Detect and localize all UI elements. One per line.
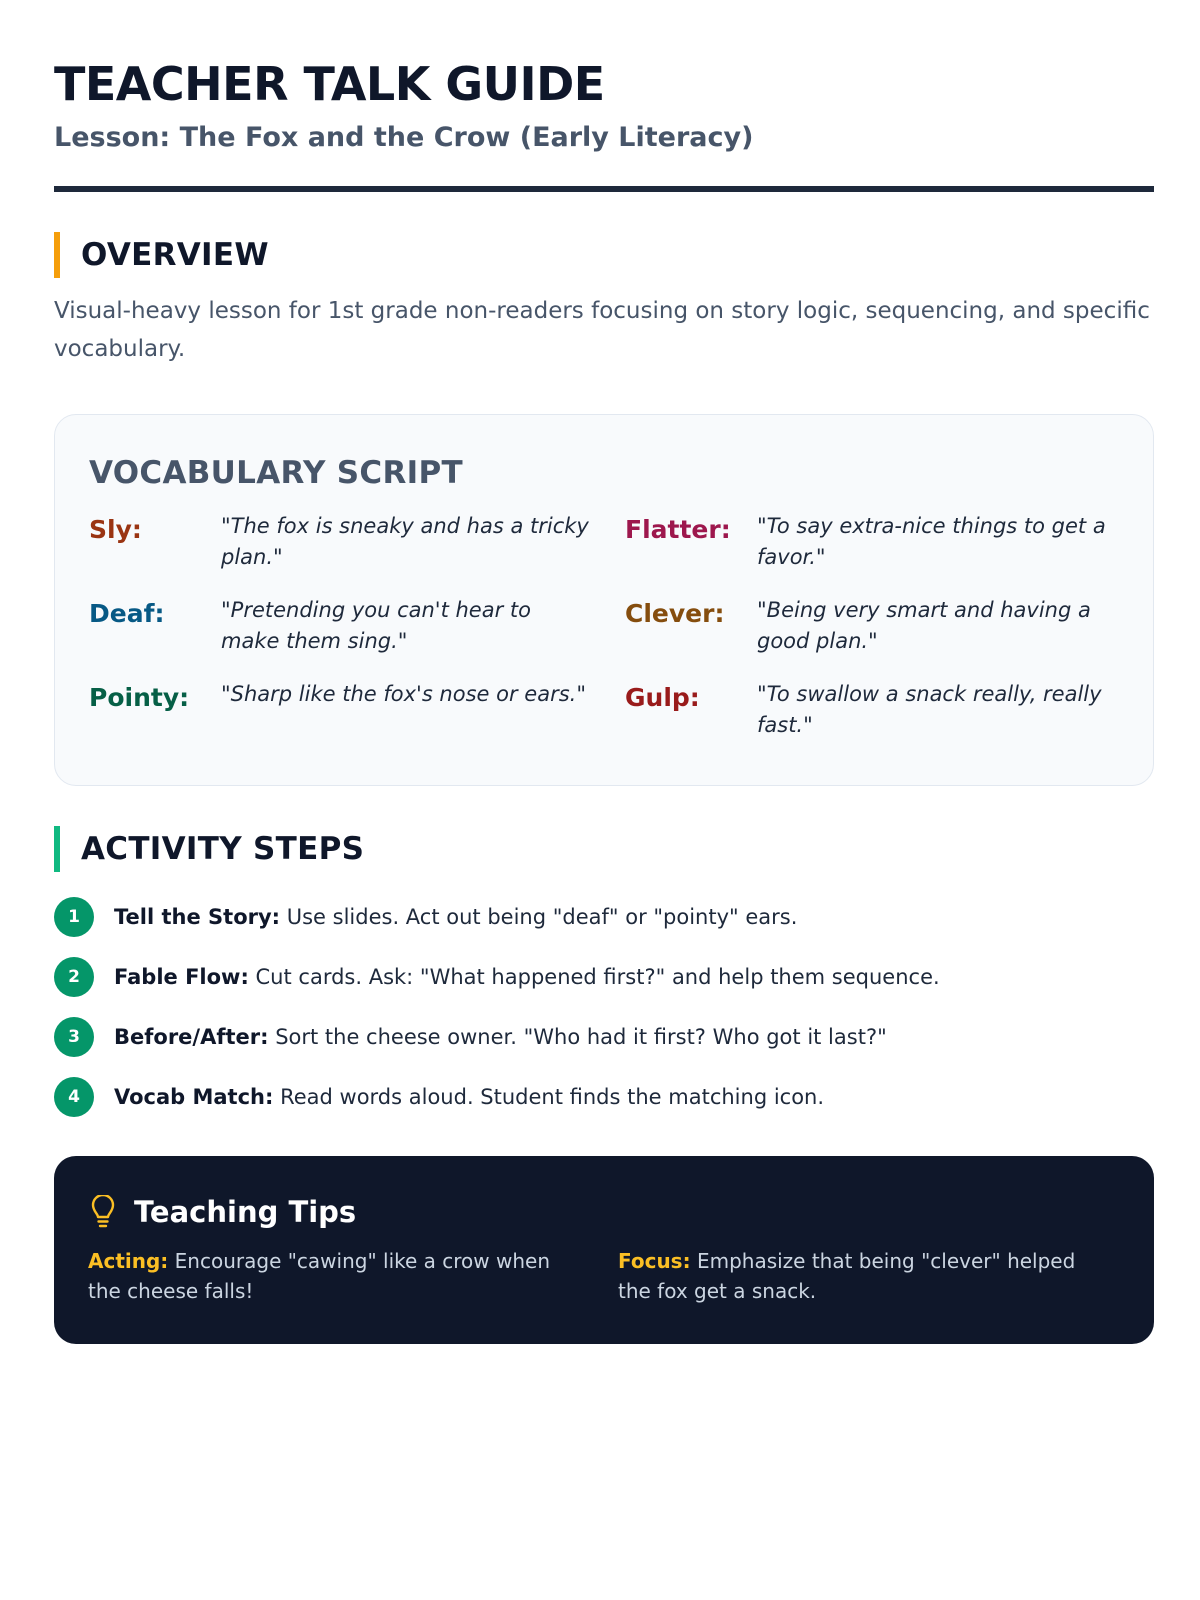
- vocab-term: Clever:: [625, 599, 725, 628]
- tip-focus: [618, 1246, 1098, 1306]
- vocab-term: Sly:: [89, 515, 142, 544]
- vocabulary-heading: VOCABULARY SCRIPT: [89, 455, 463, 491]
- step-description: Use slides. Act out being "deaf" or "pointy" ears.: [280, 905, 798, 929]
- tips-grid: [88, 1246, 1120, 1306]
- tip-label: Acting:: [88, 1249, 169, 1273]
- activity-accent-bar: [54, 826, 60, 872]
- vocab-item-clever: [625, 595, 1125, 657]
- tips-header: [88, 1192, 1120, 1232]
- step-text: [114, 962, 940, 992]
- tip-acting: [88, 1246, 568, 1306]
- vocab-term: Deaf:: [89, 599, 165, 628]
- step-label: Fable Flow:: [114, 965, 249, 989]
- activity-step: [54, 1076, 1146, 1118]
- step-description: Read words aloud. Student finds the matching icon.: [273, 1085, 825, 1109]
- vocab-item-gulp: [625, 679, 1125, 741]
- vocab-item-sly: [89, 511, 625, 573]
- step-number-badge: 4: [54, 1077, 94, 1117]
- step-description: Sort the cheese owner. "Who had it first? Who got it last?": [268, 1025, 887, 1049]
- lightbulb-icon: [88, 1194, 118, 1230]
- vocab-definition: "To say extra-nice things to get a favor.": [757, 514, 1106, 569]
- vocab-definition: "The fox is sneaky and has a tricky plan.": [221, 514, 589, 569]
- vocabulary-grid: [89, 511, 1119, 741]
- vocab-definition: "Being very smart and having a good plan.": [757, 598, 1091, 653]
- overview-heading: [54, 232, 1146, 278]
- activity-heading: [54, 826, 1146, 872]
- tip-text: Encourage "cawing" like a crow when the cheese falls!: [88, 1249, 551, 1303]
- step-number-badge: 3: [54, 1017, 94, 1057]
- tips-heading: Teaching Tips: [134, 1195, 357, 1229]
- lesson-subtitle: Lesson: The Fox and the Crow (Early Literacy): [54, 122, 754, 153]
- vocab-term: Pointy:: [89, 683, 190, 712]
- step-description: Cut cards. Ask: "What happened first?" and help them sequence.: [248, 965, 940, 989]
- step-text: [114, 1022, 887, 1052]
- step-label: Vocab Match:: [114, 1085, 274, 1109]
- vocab-definition: "Sharp like the fox's nose or ears.": [221, 682, 586, 706]
- activity-steps-list: [54, 896, 1146, 1118]
- overview-text: Visual-heavy lesson for 1st grade non-readers focusing on story logic, sequencing, and specific vocabulary.: [54, 298, 1150, 362]
- vocab-term: Gulp:: [625, 683, 700, 712]
- step-label: Before/After:: [114, 1025, 269, 1049]
- overview-heading-text: OVERVIEW: [81, 237, 269, 273]
- page-title: TEACHER TALK GUIDE: [54, 57, 605, 111]
- activity-heading-text: ACTIVITY STEPS: [81, 831, 365, 867]
- vocabulary-card: [54, 414, 1154, 786]
- vocab-item-flatter: [625, 511, 1125, 573]
- tip-text: Emphasize that being "clever" helped the fox get a snack.: [618, 1249, 1076, 1303]
- activity-step: [54, 896, 1146, 938]
- vocab-definition: "To swallow a snack really, really fast.": [757, 682, 1102, 737]
- step-label: Tell the Story:: [114, 905, 281, 929]
- step-number-badge: 1: [54, 897, 94, 937]
- title-divider: [54, 186, 1154, 192]
- step-text: [114, 1082, 824, 1112]
- overview-accent-bar: [54, 232, 60, 278]
- step-text: [114, 902, 797, 932]
- activity-step: [54, 1016, 1146, 1058]
- activity-step: [54, 956, 1146, 998]
- vocab-item-pointy: [89, 679, 625, 741]
- step-number-badge: 2: [54, 957, 94, 997]
- vocab-item-deaf: [89, 595, 625, 657]
- teaching-tips-card: [54, 1156, 1154, 1344]
- vocab-term: Flatter:: [625, 515, 731, 544]
- tip-label: Focus:: [618, 1249, 691, 1273]
- vocab-definition: "Pretending you can't hear to make them sing.": [221, 598, 531, 653]
